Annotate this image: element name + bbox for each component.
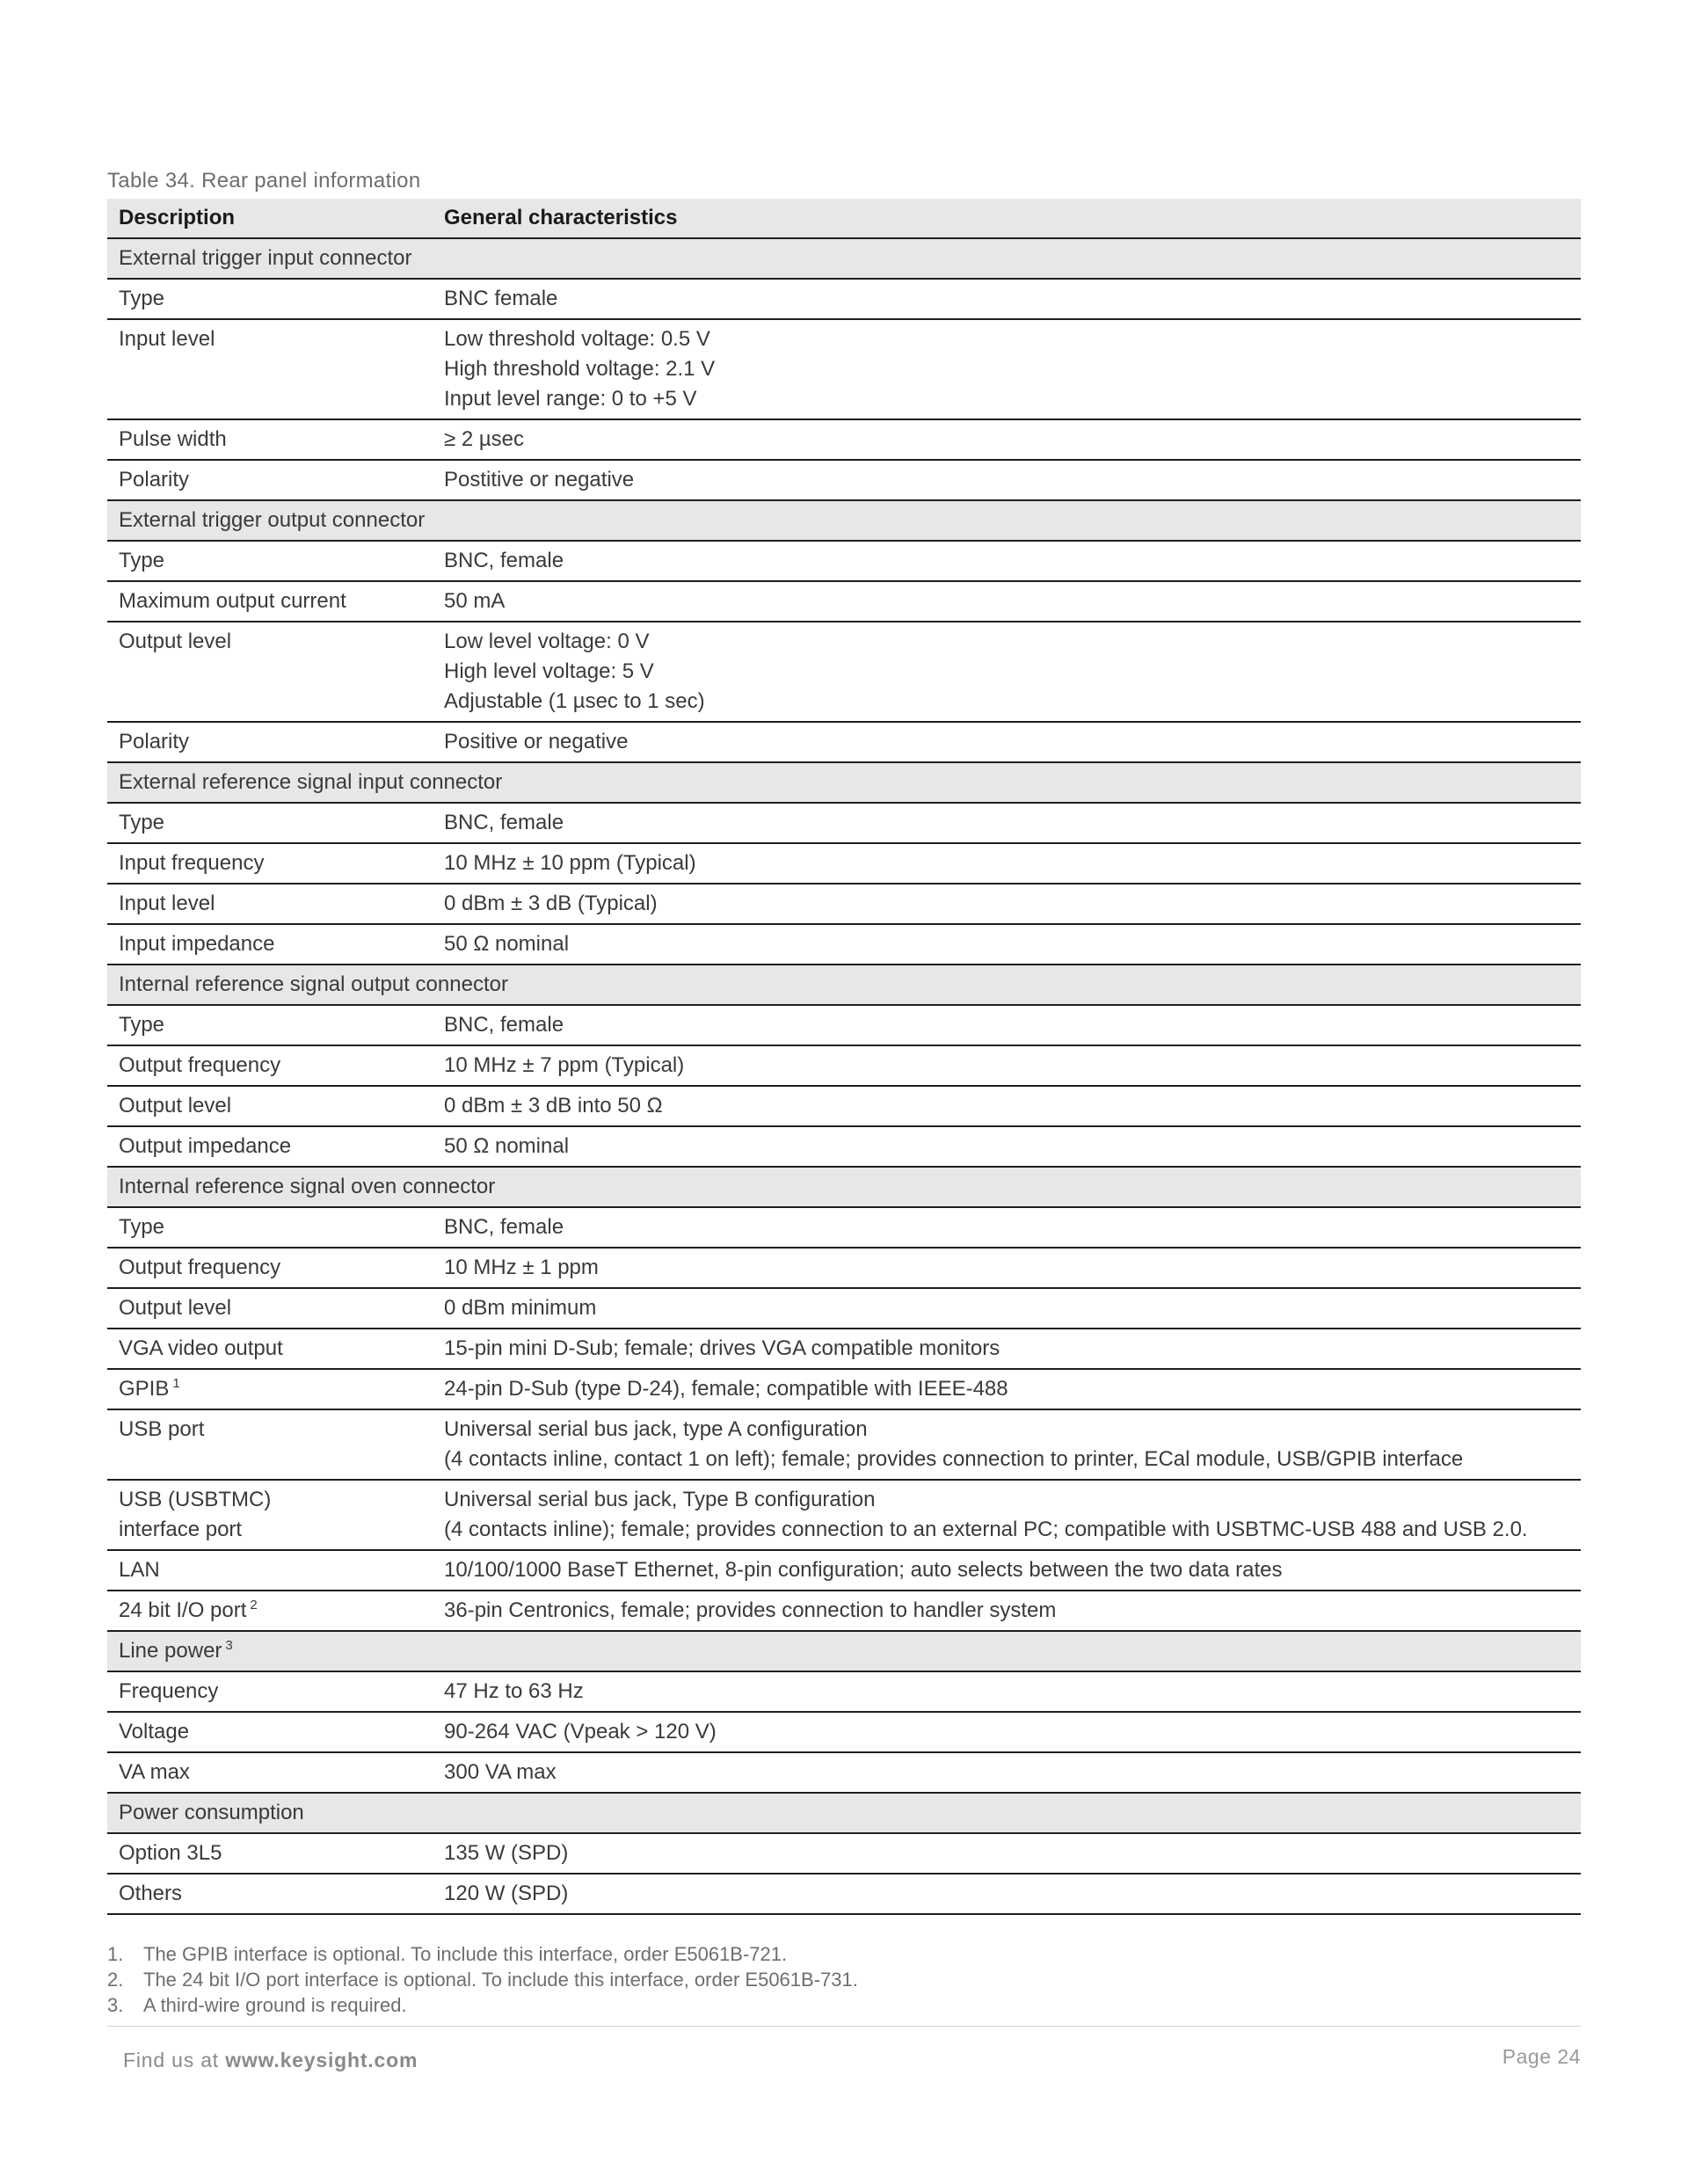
table-row: [107, 1329, 1581, 1369]
row-label: [107, 1288, 433, 1329]
section-row: [107, 1631, 1581, 1671]
footnotes: [107, 1941, 1581, 2018]
row-value-line: (4 contacts inline); female; provides connection to an external PC; compatible with USBTMC-USB 488 and USB 2.0.: [444, 1518, 1528, 1541]
footnote-item: [107, 1941, 1581, 1967]
row-label-text: Type: [119, 287, 165, 310]
row-value-line: Positive or negative: [444, 730, 629, 753]
section-label-text: Power consumption: [119, 1801, 304, 1824]
row-value-line: ≥ 2 µsec: [444, 427, 525, 451]
footnote-item: [107, 1967, 1581, 1992]
row-label: [107, 722, 433, 762]
table-row: [107, 924, 1581, 965]
section-label: [107, 762, 1581, 803]
row-value-line: 90-264 VAC (Vpeak > 120 V): [444, 1720, 717, 1744]
row-value-line: 24-pin D-Sub (type D-24), female; compatible with IEEE-488: [444, 1377, 1008, 1401]
row-label-text: Voltage: [119, 1720, 190, 1744]
row-value: [433, 279, 1581, 319]
row-value-line: 50 mA: [444, 589, 506, 613]
row-value: [433, 1712, 1581, 1752]
footnote-item: [107, 1992, 1581, 2018]
row-label-text: Option 3L5: [119, 1841, 222, 1865]
footnote-number: 2.: [107, 1969, 124, 1991]
row-value-line: 15-pin mini D-Sub; female; drives VGA compatible monitors: [444, 1336, 1000, 1360]
table-row: [107, 1005, 1581, 1045]
table-row: [107, 279, 1581, 319]
row-label: [107, 843, 433, 884]
row-label-line: USB (USBTMC): [119, 1488, 272, 1511]
row-label: [107, 1874, 433, 1914]
row-value-line: Postitive or negative: [444, 468, 635, 491]
header-characteristics: General characteristics: [433, 199, 1581, 238]
row-label-text: Type: [119, 1215, 165, 1239]
row-label: [107, 1752, 433, 1793]
row-label-text: Output level: [119, 1296, 232, 1320]
row-value: [433, 1005, 1581, 1045]
document-page: [107, 164, 1581, 2018]
section-label-text: External trigger output connector: [119, 508, 426, 532]
footnote-number: 1.: [107, 1943, 124, 1965]
table-row: [107, 1045, 1581, 1086]
row-label-text: Type: [119, 1013, 165, 1037]
row-label: [107, 419, 433, 460]
row-value: [433, 722, 1581, 762]
row-label: [107, 1005, 433, 1045]
section-label-text: External trigger input connector: [119, 246, 412, 270]
row-value-line: BNC, female: [444, 811, 564, 834]
footnote-marker: 2: [250, 1598, 258, 1613]
row-label-text: Pulse width: [119, 427, 227, 451]
row-value-line: 47 Hz to 63 Hz: [444, 1679, 584, 1703]
table-row: [107, 1288, 1581, 1329]
table-row: [107, 460, 1581, 500]
row-value: [433, 924, 1581, 965]
row-value: [433, 460, 1581, 500]
row-value-line: 0 dBm ± 3 dB into 50 Ω: [444, 1094, 663, 1117]
section-row: [107, 238, 1581, 279]
row-value-line: 10/100/1000 BaseT Ethernet, 8-pin configuration; auto selects between the two data rates: [444, 1558, 1283, 1582]
row-label: [107, 1833, 433, 1874]
section-row: [107, 1793, 1581, 1833]
row-label-text: Input level: [119, 892, 215, 915]
footer-prefix: Find us at: [123, 2049, 226, 2071]
row-value-line: 36-pin Centronics, female; provides connection to handler system: [444, 1598, 1057, 1622]
table-row: [107, 1248, 1581, 1288]
row-value: [433, 1752, 1581, 1793]
row-value: [433, 1207, 1581, 1248]
row-value-line: 10 MHz ± 1 ppm: [444, 1256, 599, 1279]
row-value-line: Universal serial bus jack, Type B configuration: [444, 1488, 876, 1511]
table-row: [107, 1550, 1581, 1591]
row-value-line: 10 MHz ± 10 ppm (Typical): [444, 851, 696, 875]
row-label: [107, 1712, 433, 1752]
row-value: [433, 1409, 1581, 1480]
section-label: [107, 500, 1581, 541]
rear-panel-table: [107, 199, 1581, 1915]
section-row: [107, 965, 1581, 1005]
section-row: [107, 500, 1581, 541]
page-number: Page 24: [1502, 2045, 1581, 2068]
row-value-line: Adjustable (1 µsec to 1 sec): [444, 689, 705, 713]
row-label-text: Input frequency: [119, 851, 265, 875]
row-label-text: VGA video output: [119, 1336, 283, 1360]
row-value-line: Input level range: 0 to +5 V: [444, 387, 697, 411]
table-row: [107, 622, 1581, 722]
table-body: [107, 238, 1581, 1914]
row-label: [107, 1409, 433, 1480]
section-row: [107, 762, 1581, 803]
row-value: [433, 843, 1581, 884]
row-value-line: (4 contacts inline, contact 1 on left); female; provides connection to printer, ECal module, USB/GPIB interface: [444, 1447, 1464, 1471]
table-row: [107, 843, 1581, 884]
table-row: [107, 1207, 1581, 1248]
row-label: [107, 924, 433, 965]
footer-divider: [107, 2026, 1581, 2027]
row-label: [107, 319, 433, 419]
table-row: [107, 319, 1581, 419]
section-label: [107, 1793, 1581, 1833]
footer-url-link[interactable]: www.keysight.com: [225, 2049, 418, 2071]
table-header-row: [107, 199, 1581, 238]
section-label: [107, 1631, 1581, 1671]
row-value: [433, 1126, 1581, 1167]
row-label-text: Others: [119, 1882, 183, 1905]
row-label-text: LAN: [119, 1558, 160, 1582]
section-label-text: Line power: [119, 1639, 222, 1663]
table-row: [107, 722, 1581, 762]
table-row: [107, 1126, 1581, 1167]
section-label-text: Internal reference signal output connector: [119, 972, 508, 996]
row-label: [107, 1207, 433, 1248]
row-value-line: 120 W (SPD): [444, 1882, 569, 1905]
footnote-number: 3.: [107, 1994, 124, 2016]
row-value-line: 50 Ω nominal: [444, 932, 570, 956]
row-value-line: 300 VA max: [444, 1760, 557, 1784]
table-row: [107, 1409, 1581, 1480]
row-label-text: Polarity: [119, 730, 190, 753]
row-value: [433, 1248, 1581, 1288]
row-value: [433, 1833, 1581, 1874]
row-label: [107, 1591, 433, 1631]
row-value: [433, 1480, 1581, 1550]
row-label-text: Output frequency: [119, 1053, 281, 1077]
row-label: [107, 279, 433, 319]
table-row: [107, 1480, 1581, 1550]
row-label-text: Output level: [119, 630, 232, 653]
row-value: [433, 541, 1581, 581]
row-value: [433, 319, 1581, 419]
row-label: [107, 1671, 433, 1712]
row-label-text: Output frequency: [119, 1256, 281, 1279]
row-value-line: BNC, female: [444, 1013, 564, 1037]
table-row: [107, 1712, 1581, 1752]
row-label: [107, 1126, 433, 1167]
row-value-line: BNC, female: [444, 549, 564, 572]
row-value: [433, 1288, 1581, 1329]
row-value: [433, 1550, 1581, 1591]
row-value: [433, 581, 1581, 622]
table-row: [107, 884, 1581, 924]
row-value: [433, 1874, 1581, 1914]
row-value-line: Low threshold voltage: 0.5 V: [444, 327, 710, 351]
row-label: [107, 803, 433, 843]
section-label: [107, 1167, 1581, 1207]
row-label-text: USB port: [119, 1417, 205, 1441]
row-label-text: Type: [119, 811, 165, 834]
row-label-text: Type: [119, 549, 165, 572]
row-value-line: High threshold voltage: 2.1 V: [444, 357, 716, 381]
row-label: [107, 1248, 433, 1288]
row-label-text: Input level: [119, 327, 215, 351]
section-row: [107, 1167, 1581, 1207]
row-label: [107, 1329, 433, 1369]
row-value-line: 0 dBm ± 3 dB (Typical): [444, 892, 658, 915]
table-row: [107, 803, 1581, 843]
row-label-line: interface port: [119, 1518, 243, 1541]
row-label-text: Polarity: [119, 468, 190, 491]
section-label-text: External reference signal input connector: [119, 770, 503, 794]
row-label: [107, 1045, 433, 1086]
table-row: [107, 1671, 1581, 1712]
footnote-text: A third-wire ground is required.: [143, 1994, 407, 2016]
table-caption: Table 34. Rear panel information: [107, 169, 421, 193]
row-label-text: 24 bit I/O port: [119, 1598, 247, 1622]
table-row: [107, 1369, 1581, 1409]
row-value-line: 50 Ω nominal: [444, 1134, 570, 1158]
row-value-line: 135 W (SPD): [444, 1841, 569, 1865]
row-value: [433, 622, 1581, 722]
row-label: [107, 541, 433, 581]
row-label: [107, 1550, 433, 1591]
row-value-line: 0 dBm minimum: [444, 1296, 597, 1320]
footer-find-us: [123, 2049, 418, 2072]
row-label-text: Maximum output current: [119, 589, 346, 613]
row-value-line: Universal serial bus jack, type A configuration: [444, 1417, 868, 1441]
row-label-text: GPIB: [119, 1377, 170, 1401]
table-row: [107, 581, 1581, 622]
table-row: [107, 1874, 1581, 1914]
row-label-text: VA max: [119, 1760, 190, 1784]
header-description: Description: [107, 199, 433, 238]
row-value: [433, 1591, 1581, 1631]
row-label: [107, 460, 433, 500]
row-label-text: Output level: [119, 1094, 232, 1117]
footnote-text: The GPIB interface is optional. To include this interface, order E5061B-721.: [143, 1943, 788, 1965]
row-value: [433, 884, 1581, 924]
footnote-marker: 3: [225, 1638, 233, 1653]
section-label-text: Internal reference signal oven connector: [119, 1175, 496, 1198]
row-label: [107, 1086, 433, 1126]
section-label: [107, 238, 1581, 279]
footnote-text: The 24 bit I/O port interface is optional. To include this interface, order E5061B-731.: [143, 1969, 858, 1991]
footnote-marker: 1: [172, 1376, 180, 1391]
row-label-text: Frequency: [119, 1679, 219, 1703]
row-value-line: BNC female: [444, 287, 558, 310]
row-value-line: Low level voltage: 0 V: [444, 630, 650, 653]
table-row: [107, 419, 1581, 460]
table-row: [107, 1752, 1581, 1793]
row-label: [107, 1369, 433, 1409]
row-value: [433, 419, 1581, 460]
row-value: [433, 1329, 1581, 1369]
section-label: [107, 965, 1581, 1005]
row-label: [107, 1480, 433, 1550]
row-value-line: BNC, female: [444, 1215, 564, 1239]
table-row: [107, 1833, 1581, 1874]
row-label: [107, 581, 433, 622]
row-label-text: Input impedance: [119, 932, 275, 956]
row-value: [433, 1045, 1581, 1086]
row-label: [107, 884, 433, 924]
row-value: [433, 803, 1581, 843]
row-value: [433, 1671, 1581, 1712]
table-row: [107, 1591, 1581, 1631]
row-label-text: Output impedance: [119, 1134, 292, 1158]
row-value: [433, 1369, 1581, 1409]
table-row: [107, 1086, 1581, 1126]
row-value-line: High level voltage: 5 V: [444, 659, 654, 683]
row-value: [433, 1086, 1581, 1126]
row-value-line: 10 MHz ± 7 ppm (Typical): [444, 1053, 685, 1077]
row-label: [107, 622, 433, 722]
table-row: [107, 541, 1581, 581]
